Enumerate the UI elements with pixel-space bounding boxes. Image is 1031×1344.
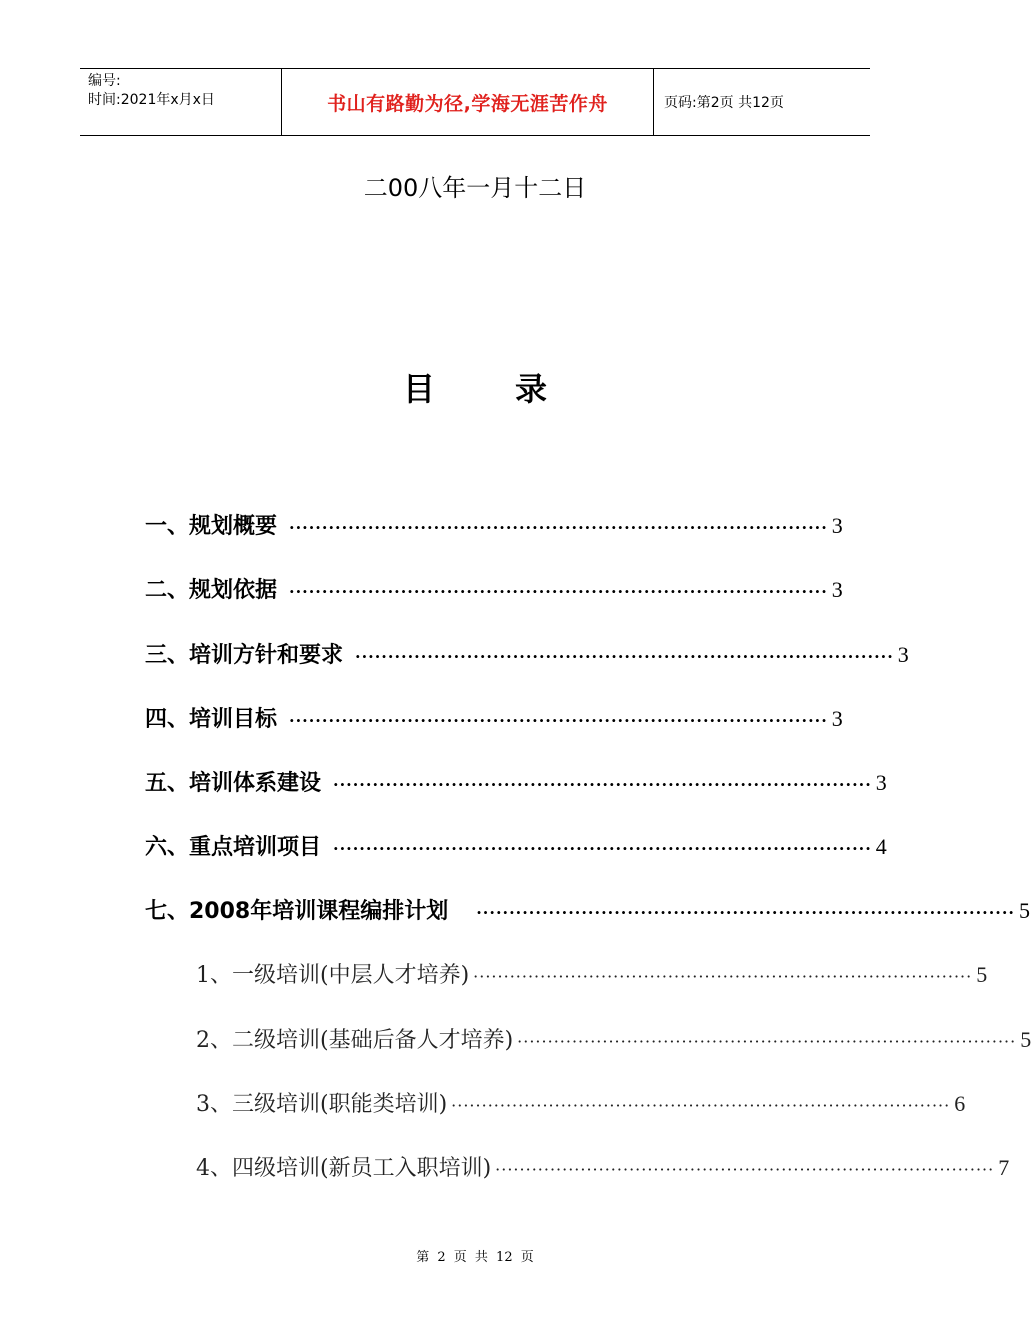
toc-leader-dots: ·················································································· — [289, 518, 828, 537]
toc-entry-page: 5 — [976, 962, 988, 987]
header-time-label: 时间:2021年x月x日 — [88, 92, 215, 108]
toc-leader-dots: ·················································································· — [333, 775, 872, 794]
toc-leader-dots: ·················································································· — [333, 839, 872, 858]
toc-entry-page: 3 — [831, 577, 843, 602]
page-header — [80, 68, 870, 136]
toc-entry-page: 3 — [875, 770, 887, 795]
toc-entry[interactable] — [145, 830, 887, 861]
toc-entry-label: 五、培训体系建设 — [145, 771, 322, 796]
toc-entry-page: 3 — [897, 642, 909, 667]
page-footer: 第 2 页 共 12 页 — [416, 1250, 534, 1265]
toc-title-left: 目 — [402, 370, 435, 408]
document-date: 二00八年一月十二日 — [363, 174, 587, 202]
toc-entry-page: 7 — [998, 1155, 1010, 1180]
toc-entry-page: 5 — [1020, 1027, 1031, 1052]
toc-entry[interactable] — [145, 638, 909, 669]
toc-subentry[interactable] — [196, 1023, 1031, 1054]
toc-leader-dots: ·················································································· — [451, 1096, 951, 1115]
toc-entry[interactable] — [145, 766, 887, 797]
toc-entry-page: 6 — [954, 1091, 966, 1116]
header-meta — [80, 69, 282, 135]
toc-entry-label: 六、重点培训项目 — [145, 835, 322, 860]
toc-entry-page: 3 — [831, 513, 843, 538]
toc-leader-dots: ·················································································· — [289, 582, 828, 601]
toc-entry-label: 七、2008年培训课程编排计划 — [145, 899, 449, 924]
toc-leader-dots: ·················································································· — [289, 711, 828, 730]
toc-subentry[interactable] — [196, 1087, 966, 1118]
toc-entry-page: 3 — [831, 706, 843, 731]
toc-leader-dots: ·················································································· — [476, 903, 1015, 922]
toc-subentry[interactable] — [196, 1151, 1010, 1182]
toc-entry[interactable] — [145, 509, 843, 540]
toc-title-right: 录 — [515, 370, 548, 408]
toc-entry[interactable] — [145, 702, 843, 733]
toc-entry-label: 2、二级培训(基础后备人才培养) — [196, 1028, 514, 1053]
header-motto: 书山有路勤为径,学海无涯苦作舟 — [282, 69, 654, 135]
header-page-info: 页码:第2页 共12页 — [664, 95, 784, 111]
toc-entry-label: 3、三级培训(职能类培训) — [196, 1092, 448, 1117]
toc-entry[interactable] — [145, 573, 843, 604]
toc-leader-dots: ·················································································· — [473, 967, 973, 986]
toc-entry-page: 4 — [875, 834, 887, 859]
toc-entry-label: 二、规划依据 — [145, 578, 278, 603]
toc-leader-dots: ·················································································· — [517, 1032, 1017, 1051]
toc-subentry[interactable] — [196, 958, 988, 989]
toc-leader-dots: ·················································································· — [355, 647, 894, 666]
toc-entry-label: 4、四级培训(新员工入职培训) — [196, 1156, 492, 1181]
toc-entry-label: 一、规划概要 — [145, 514, 278, 539]
header-number-label: 编号: — [88, 73, 121, 89]
toc-leader-dots: ·················································································· — [495, 1160, 995, 1179]
toc-entry[interactable] — [145, 894, 1030, 925]
toc-entry-label: 四、培训目标 — [145, 707, 278, 732]
toc-entry-label: 三、培训方针和要求 — [145, 643, 344, 668]
toc-title — [0, 364, 950, 410]
toc-entry-page: 5 — [1019, 898, 1030, 923]
toc-entry-label: 1、一级培训(中层人才培养) — [196, 963, 470, 988]
